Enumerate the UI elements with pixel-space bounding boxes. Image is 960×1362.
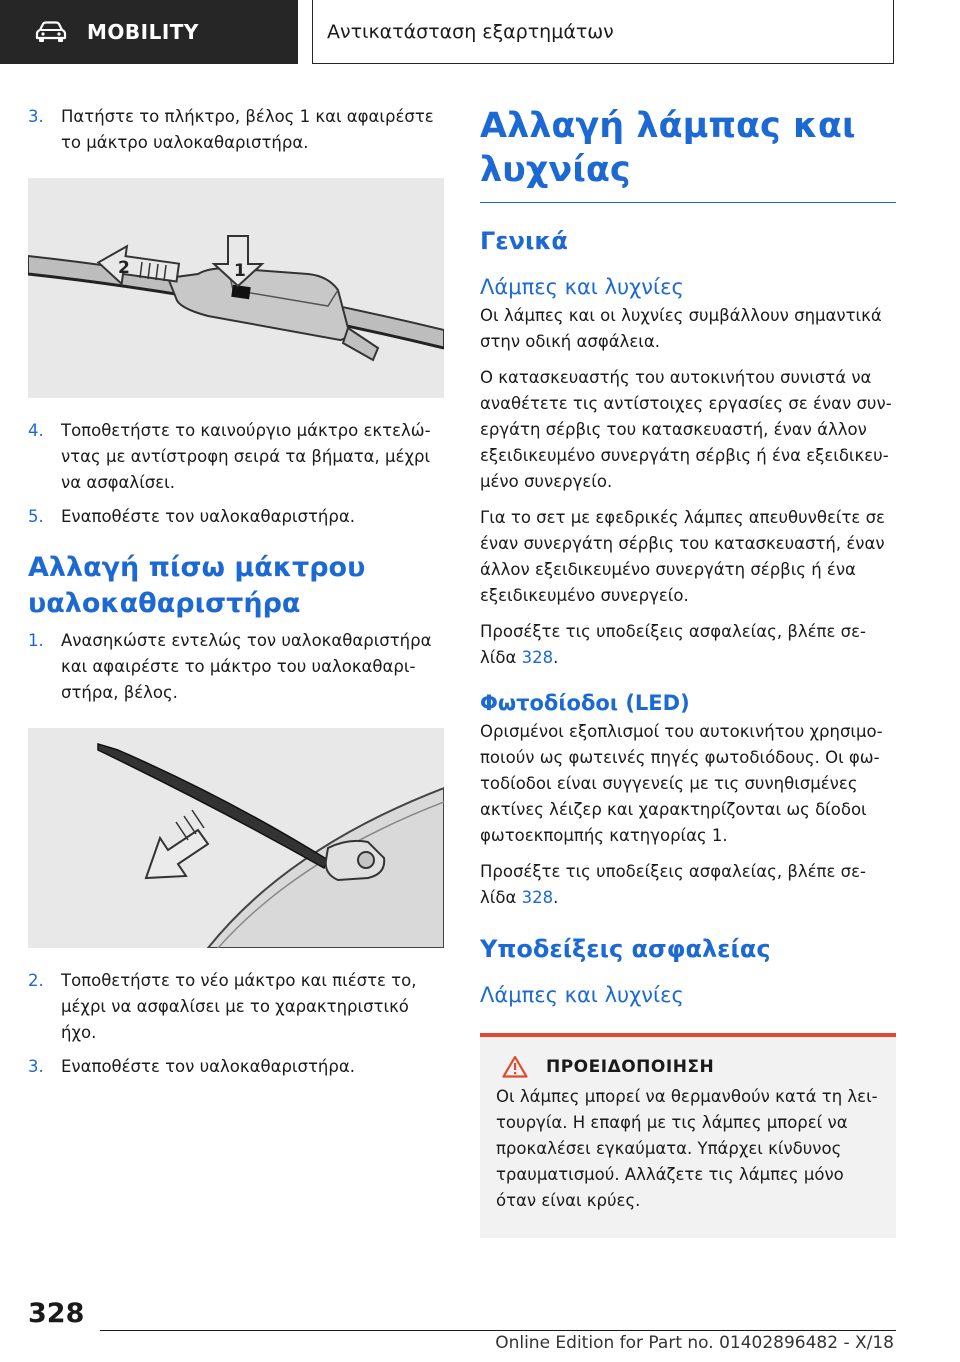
general-heading: Γενικά	[480, 227, 568, 255]
lamps-subheading-2: Λάμπες και λυχνίες	[480, 983, 684, 1007]
right-column	[480, 104, 896, 1238]
wiper-blade-illustration	[28, 178, 444, 398]
page-number: 328	[28, 1298, 85, 1329]
arrow-1-label: 1	[234, 261, 246, 281]
left-column	[28, 104, 444, 1080]
paragraph	[480, 859, 896, 911]
section-title	[312, 0, 894, 64]
step-item	[28, 104, 444, 156]
car-icon	[35, 21, 67, 43]
rear-wiper-illustration	[28, 728, 444, 948]
step-text: Ανασηκώστε εντελώς τον υαλοκαθαριστήρα και αφαιρέστε το μάκτρο του υαλοκαθαριστήρα, βέλος.	[61, 631, 432, 702]
paragraph: Ο κατασκευαστής του αυτοκινήτου συνιστά να αναθέτετε τις αντίστοιχες εργασίες σε έναν συνεργάτη σέρβις του κατασκευαστή, έναν άλλον εξειδικευμένο συνεργάτη σέρβις ή ένα εξειδικευμένο συνεργείο.	[480, 368, 892, 491]
paragraph: Για το σετ με εφεδρικές λάμπες απευθυνθείτε σε έναν συνεργάτη σέρβις του κατασκευαστή, έναν άλλον εξειδικευμένο συνεργάτη σέρβις ή ένα εξειδικευμένο συνεργείο.	[480, 508, 885, 605]
section-title-text: Αντικατάσταση εξαρτημάτων	[327, 20, 614, 43]
paragraph-text: Προσέξτε τις υποδείξεις ασφαλείας, βλέπε σελίδα	[480, 622, 866, 667]
rear-wiper-heading: Αλλαγή πίσω μάκτρου υαλοκαθαριστήρα	[28, 552, 366, 619]
step-item	[28, 418, 444, 496]
wiper-blade-release-figure	[28, 178, 444, 398]
page-reference-link[interactable]: 328	[521, 648, 554, 667]
step-text: Τοποθετήστε το καινούργιο μάκτρο εκτελώντας με αντίστροφη σειρά τα βήματα, μέχρι να ασφαλίσει.	[61, 421, 431, 492]
warning-box	[480, 1033, 896, 1238]
safety-heading: Υποδείξεις ασφαλείας	[480, 935, 771, 963]
step-number: 1.	[28, 631, 44, 650]
mobility-tab[interactable]	[0, 0, 298, 64]
footer-divider	[100, 1330, 896, 1331]
mobility-label: MOBILITY	[87, 20, 199, 44]
footer-edition: Online Edition for Part no. 01402896482 - X/18	[495, 1333, 894, 1353]
paragraph-end: .	[553, 888, 559, 907]
warning-header	[496, 1055, 880, 1078]
warning-triangle-icon	[502, 1055, 528, 1078]
step-number: 4.	[28, 421, 44, 440]
step-item	[28, 1054, 444, 1080]
step-item	[28, 504, 444, 530]
step-number: 5.	[28, 507, 44, 526]
step-number: 3.	[28, 1057, 44, 1076]
paragraph-end: .	[553, 648, 559, 667]
step-text: Εναποθέστε τον υαλοκαθαριστήρα.	[61, 1057, 355, 1076]
step-number: 3.	[28, 107, 44, 126]
warning-text: Οι λάμπες μπορεί να θερμανθούν κατά τη λειτουργία. Η επαφή με τις λάμπες μπορεί να προκαλέσει εγκαύματα. Υπάρχει κίνδυνος τραυματισμού. Αλλάζετε τις λάμπες μόνο όταν είναι κρύες.	[496, 1087, 878, 1210]
paragraph: Οι λάμπες και οι λυχνίες συμβάλλουν σημαντικά στην οδική ασφάλεια.	[480, 306, 882, 351]
step-item	[28, 628, 444, 706]
step-number: 2.	[28, 971, 44, 990]
paragraph-text: Προσέξτε τις υποδείξεις ασφαλείας, βλέπε σελίδα	[480, 862, 866, 907]
step-item	[28, 968, 444, 1046]
arrow-2-label: 2	[118, 258, 130, 278]
led-subheading: Φωτοδίοδοι (LED)	[480, 691, 690, 715]
chapter-title: Αλλαγή λάμπας και λυχνίας	[480, 106, 856, 190]
title-divider	[480, 202, 896, 203]
step-text: Πατήστε το πλήκτρο, βέλος 1 και αφαιρέστε το μάκτρο υαλοκαθαριστήρα.	[61, 107, 434, 152]
lamps-subheading: Λάμπες και λυχνίες	[480, 275, 684, 299]
paragraph: Ορισμένοι εξοπλισμοί του αυτοκινήτου χρησιμοποιούν ως φωτεινές πηγές φωτοδιόδους. Οι φωτοδίοδοι είναι συγγενείς με τις συνηθισμένες ακτίνες λέιζερ και χαρακτηρίζονται ως δίοδοι φωτοεκπομπής κατηγορίας 1.	[480, 722, 883, 845]
paragraph	[480, 619, 896, 671]
page-reference-link[interactable]: 328	[521, 888, 554, 907]
step-text: Τοποθετήστε το νέο μάκτρο και πιέστε το, μέχρι να ασφαλίσει με το χαρακτηριστικό ήχο.	[61, 971, 417, 1042]
rear-wiper-figure	[28, 728, 444, 948]
warning-title: ΠΡΟΕΙΔΟΠΟΙΗΣΗ	[546, 1056, 715, 1077]
step-text: Εναποθέστε τον υαλοκαθαριστήρα.	[61, 507, 355, 526]
